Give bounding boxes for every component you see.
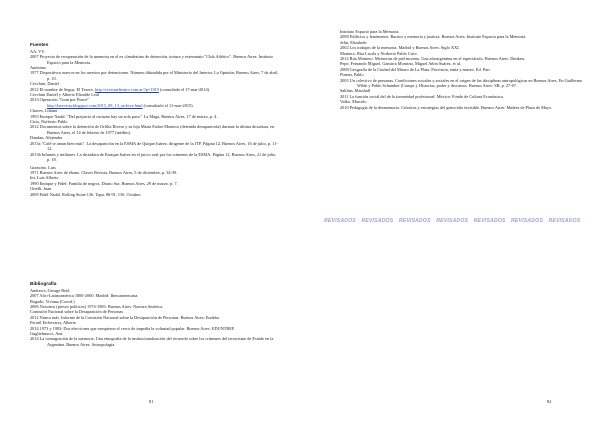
author-line: Chaves, Liliana (30, 108, 57, 114)
reference-entry: 2011 La función social del de la tomenidad profesional. México: Fondo de Cultura Económica. (340, 93, 504, 99)
page-number-left: 81 (149, 399, 154, 404)
reference-entry: 1977 Dispositivos nuevos en los arrestos por detenciones. Número difundida por el Ministerio del Interior. La Opinión, Buenos Aires, 7 de abril, p. 10. (30, 70, 279, 81)
right-page (300, 0, 600, 424)
fuentes-heading: Fuentes (30, 43, 49, 48)
reference-note: (consultado el 17-mar-2014). (159, 86, 211, 92)
author-line: Ferraíl Etchevarry, Alberto (30, 320, 77, 326)
reference-entry: 1990 Enrique y Fidel: Familia de negros. Diario Sur, Buenos Aires, 29 de marzo, p. 7. (30, 180, 178, 186)
revisados-stamp: REVISADOS (361, 218, 394, 224)
bibliografia-section (30, 282, 280, 347)
author-line: Pineau, Pablo (340, 72, 364, 78)
reference-entry: 1971 Buenos Aires de ébano. Claves Revista, Buenos Aires, 5 de diciembre, p. 34-39. (30, 169, 178, 175)
page-number-right: 82 (547, 399, 552, 404)
author-line: Ini, Luis Alberto (30, 175, 59, 181)
author-line: Instituto Espacio para la Memoria. (340, 29, 400, 34)
bibliografia-heading: Bibliografía (30, 282, 57, 287)
revisados-stamp: REVISADOS (548, 218, 581, 224)
author-line: Comisión Nacional sobre la Desaparición de Personas (30, 309, 124, 315)
reference-entry: 2007 Afro-Latinoamérica 1800-2000. Madrid: Iberoamericana. (30, 293, 139, 299)
author-line: Valko, Marcelo (340, 99, 367, 105)
author-line: Dandan, Alejandra (30, 135, 63, 141)
reference-entry: 2010 Pedagogía de la desmemoria. Crónicas y estrategias del genocidio invisible. Buenos Aires: Madres de Plaza de Mayo. (340, 104, 553, 110)
author-line: Montero, Rita Lucila y Norberto Pablo Cirio (340, 50, 417, 56)
revisados-stamp: REVISADOS (511, 218, 543, 224)
fuentes-section (30, 43, 280, 197)
author-line: Jelin, Elizabeth (340, 39, 367, 45)
bibliografia-continued (340, 29, 592, 110)
reference-entry: 2009 Fidel Nadal. Rolling Stone 136. Tapa, 86-91, 136. Octubre. (30, 191, 142, 197)
reference-entry: 2002 Los trabajos de la memoria. Madrid y Buenos Aires: Siglo XXI. (340, 45, 460, 51)
reference-entry: 2012 Rita Montero. Memorias de piel moreno. Una afroargentina en el espectáculo. Buenos Aires: Dunken. (340, 56, 525, 62)
author-line: AA. VV. (30, 48, 46, 54)
author-line: Anónimo (30, 65, 47, 71)
author-line: Cirio, Norberto Pablo (30, 119, 68, 125)
author-line: Grancino, Luis (30, 164, 56, 170)
author-line: Pepe, Fernando Miguel, Gamirra Monrino, Miguel Añón Suárez, et al. (340, 61, 462, 67)
reference-entry: 2008 Geografía de la Ciudad del Museo de La Plata. Provincia, etnia y museo. Ed. Part. (340, 66, 491, 72)
author-line: Ortelli, Juan (30, 186, 52, 192)
reference-note: (consultado el 11-mar-2015). (143, 102, 194, 108)
reference-entry: 2003 Un colectivo de personas. Condiciones sociales y sociales en el origen de las disciplinas antropológicas en Buenos Aires. En Guillermo Wilde y Pablo Schamber (Comps.), Historias, poder y discursos. Buenos Aires: SB, p. 27-67. (340, 77, 583, 89)
revisados-stamp: REVISADOS (473, 218, 506, 224)
author-line: Andrews, George Reid (30, 287, 70, 293)
author-line: Bogado, Viviana (Coord.) (30, 298, 75, 304)
reference-text: 2013 Operación "Gran por Ponce" (30, 97, 90, 103)
author-line: Cecchini, Daniel (30, 81, 59, 87)
author-line: Cecchini Daniel y Alberto Elizalde Leal (30, 92, 99, 98)
reference-entry: 2012 Nunca más. Informe de la Comisión Nacional sobre la Desaparición de Personas. Buenos Aires: Eudeba. (30, 314, 220, 320)
revisados-stamp: REVISADOS (436, 218, 469, 224)
reference-link[interactable]: http://larevista.blogspot.com/2013_09_13_archive.html (47, 102, 143, 108)
reference-entry: 2013b Infames y militares. La dictadura de Enrique Juárez en el juicio oral por los crímenes de la ESMA. Página 12, Buenos Aires, 21 de julio, p. 18. (30, 151, 277, 162)
reference-entry: 2012 Documentos sobre la detención de Orfilia Rivero y su hija María Esther Montero (detenida desaparecida) durante la última dictadura, en Buenos Aires, el 14 de febrero de 1977 (inédito). (30, 124, 275, 135)
revisados-stamp-row (324, 209, 590, 224)
author-line: Guglielmucci, Ana (30, 331, 63, 337)
reference-entry: 2006 Nosotros (presos políticos) 1974-1983. Buenos Aires: Nuestra América. (30, 304, 164, 310)
reference-entry: 2008 Edificios y fenómenos. Barrios y memoria y justicia. Buenos Aires: Instituto Espacio para la Memoria. (340, 34, 527, 40)
reference-entry (30, 97, 280, 108)
reference-link[interactable]: http://revistaelteatro.com.ar/?p=1919 (95, 86, 159, 92)
reference-entry: 2013a "Café te aman bien más": La desaparición en la ESMA de Quique Juárez, dirigente de la JTP. Página 12, Buenos Aires, 16 de julio, p. 11-12. (30, 140, 278, 152)
reference-entry: 1993 Enrique Nadal: "Del prejuicio al racismo hay un solo paso". La Maga, Buenos Aires, 17 de marzo, p. 4. (30, 113, 218, 119)
reference-entry: 2014 La consagración de la memoria. Una etnografía de la institucionalización del recuerdo sobre los crímenes del terrorismo de Estado en la Argentina. Buenos Aires: Antropofagia. (30, 336, 274, 347)
author-line: Sahlins, Marshall (340, 88, 371, 94)
reference-entry: 2014 1973 y 1983: Dos elecciones que rompieron el cerco de impedía la voluntad popular. Buenos Aires: EDUNTREF. (30, 325, 236, 331)
revisados-stamp: REVISADOS (398, 218, 431, 224)
revisados-stamp: REVISADOS (324, 218, 356, 224)
reference-entry: 2007 Proyecto de recuperación de la memoria en el ex clandestino de detención, tortura y exterminio "Club Atlético". Buenos Aires: Instituto Espacio para la Memoria. (30, 54, 273, 65)
reference-text: 2012 El nombre de Segua. El Tesoro. (30, 86, 95, 92)
